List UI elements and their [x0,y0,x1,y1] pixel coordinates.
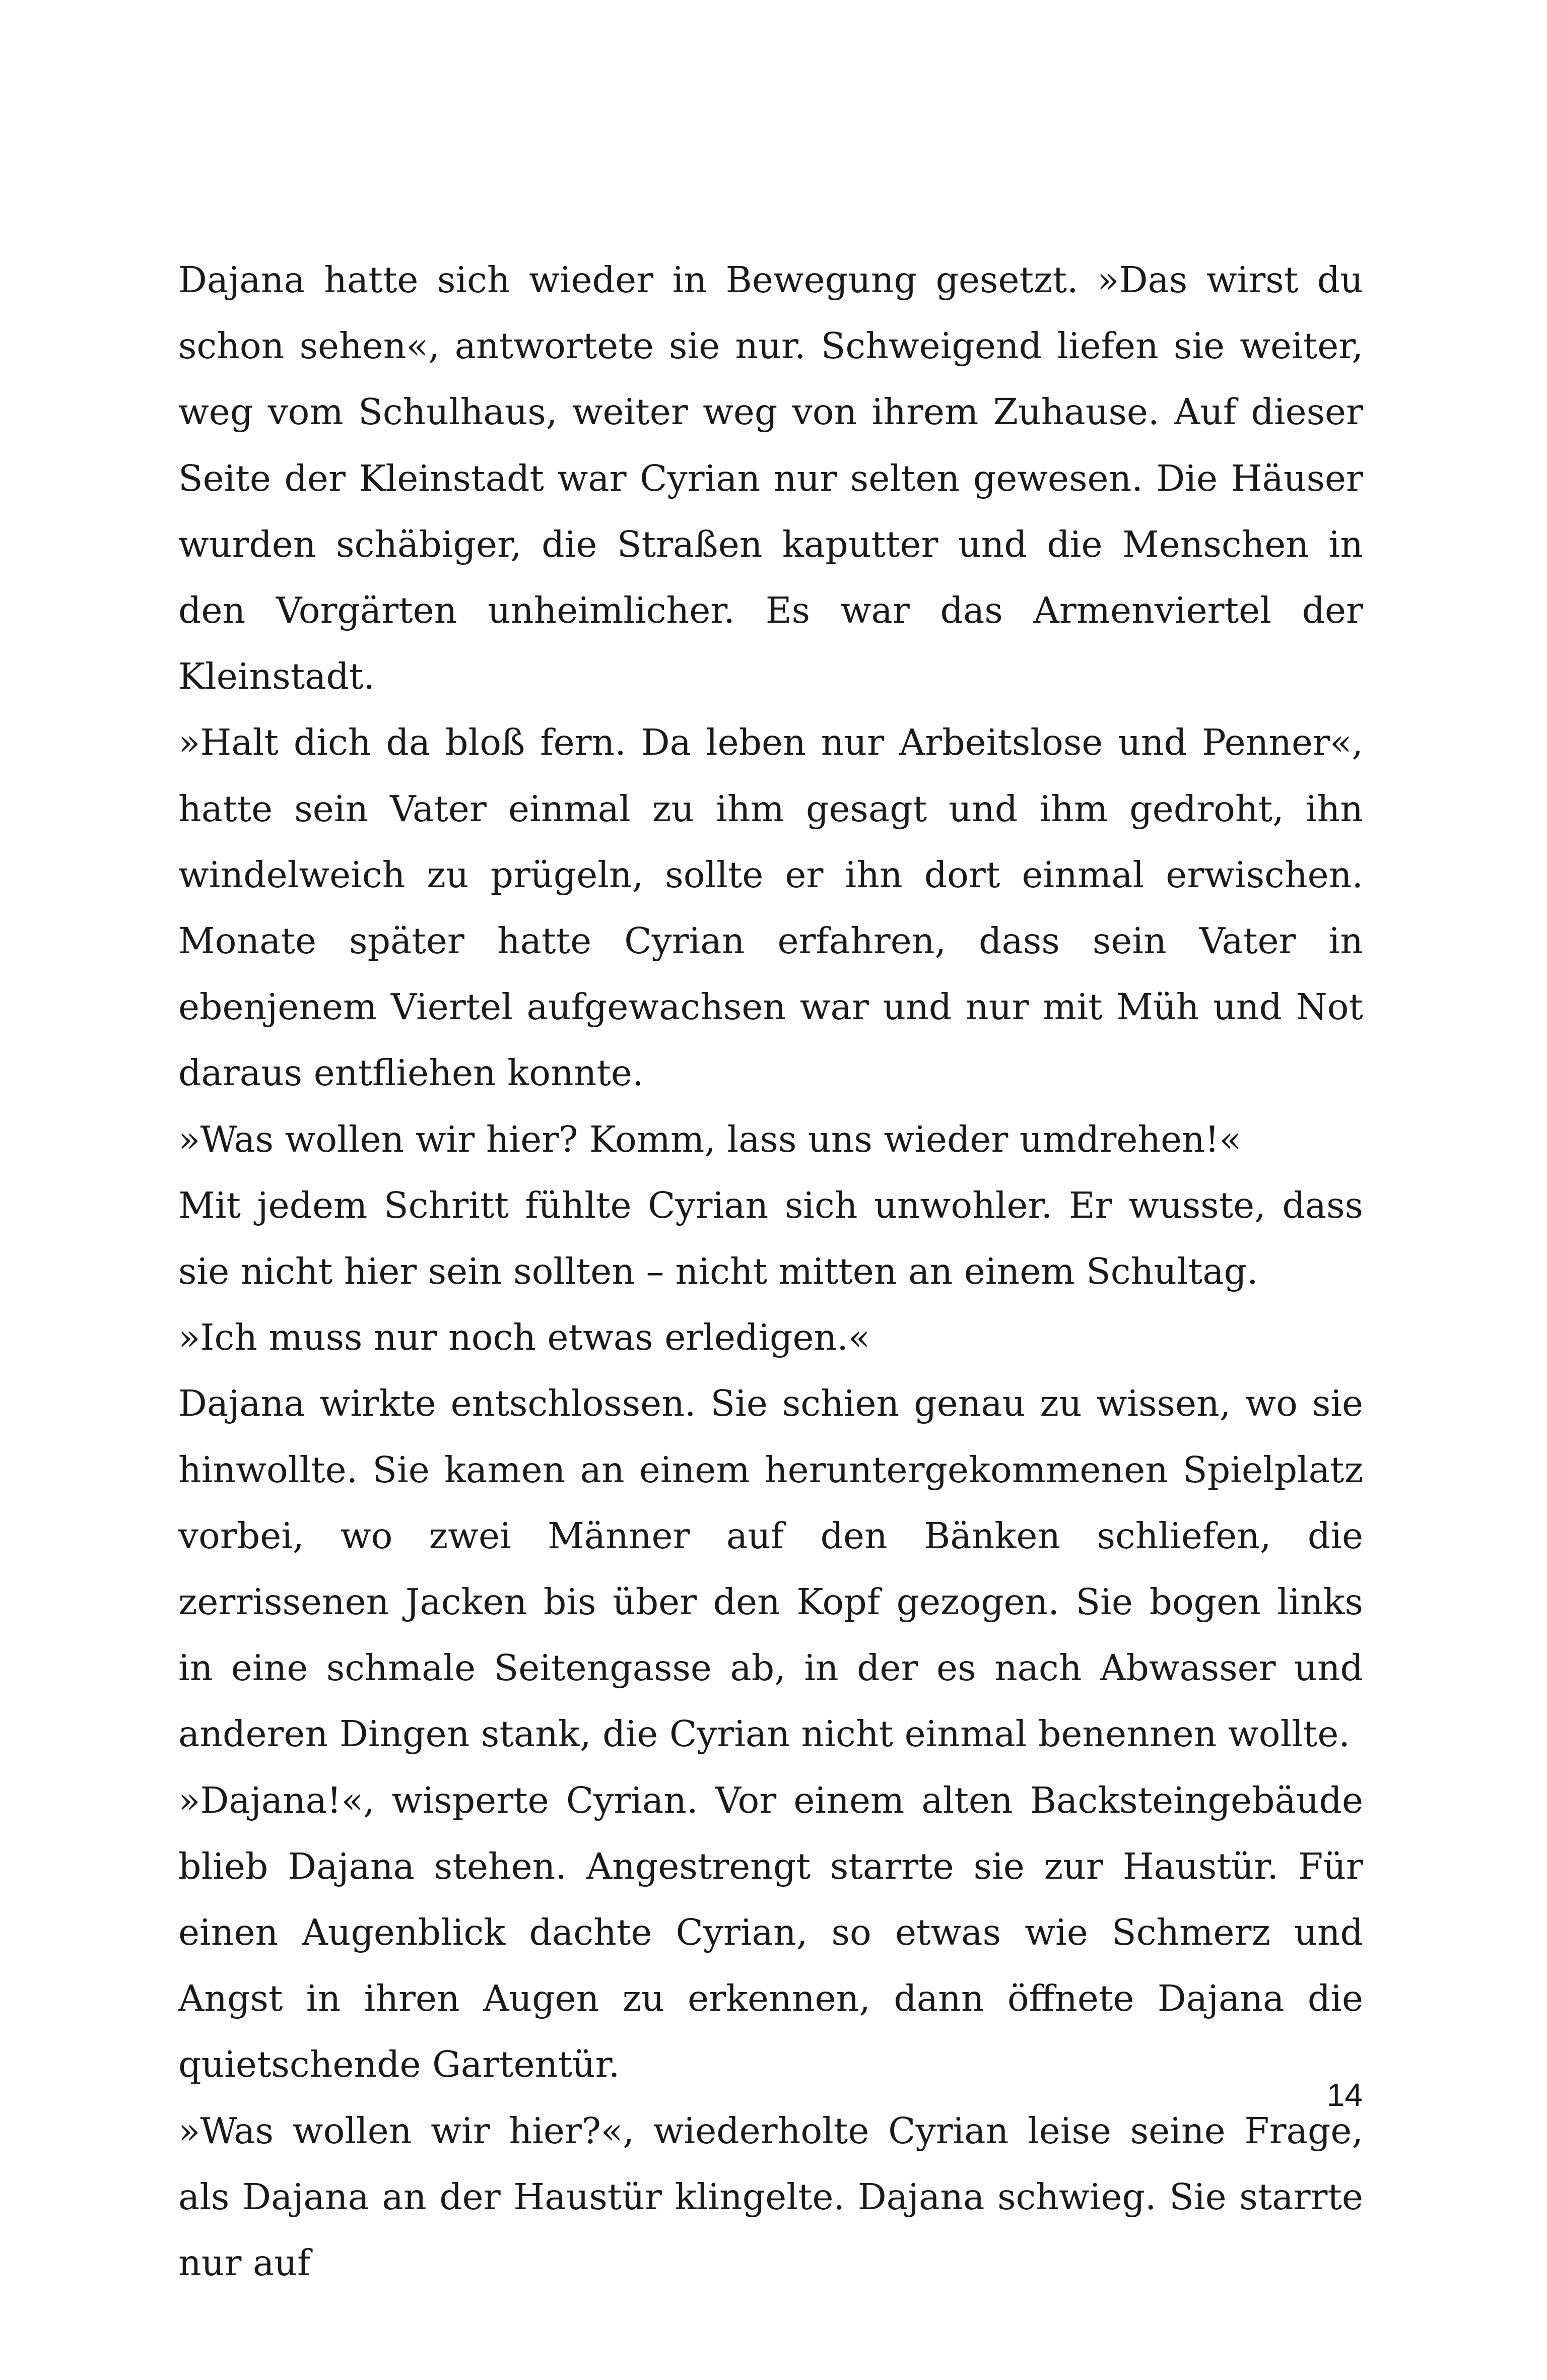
body-text [178,247,1363,2296]
paragraph: »Ich muss nur noch etwas erledigen.« [178,1316,870,1359]
paragraph: »Was wollen wir hier?«, wiederholte Cyrian leise seine Frage, als Dajana an der Haustür klingelte. Dajana schwieg. Sie starrte nur auf [178,2109,1363,2284]
paragraph: Dajana wirkte entschlossen. Sie schien genau zu wissen, wo sie hinwollte. Sie kamen an einem heruntergekommenen Spielplatz vorbei, wo zwei Männer auf den Bänken schliefen, die zerrissenen Jacken bis über den Kopf gezogen. Sie bogen links in eine schmale Seitengasse ab, in der es nach Abwasser und anderen Dingen stank, die Cyrian nicht einmal benennen wollte. [178,1382,1363,1755]
paragraph: »Dajana!«, wisperte Cyrian. Vor einem alten Backsteingebäude blieb Dajana stehen. Angestrengt starrte sie zur Haustür. Für einen Augenblick dachte Cyrian, so etwas wie Schmerz und Angst in ihren Augen zu erkennen, dann öffnete Dajana die quietschende Gartentür. [178,1779,1363,2086]
paragraph: »Was wollen wir hier? Komm, lass uns wieder umdrehen!« [178,1118,1241,1160]
paragraph: »Halt dich da bloß fern. Da leben nur Arbeitslose und Penner«, hatte sein Vater einmal zu ihm gesagt und ihm gedroht, ihn windelweich zu prügeln, sollte er ihn dort einmal erwischen. Monate später hatte Cyrian erfahren, dass sein Vater in ebenjenem Viertel aufgewachsen war und nur mit Müh und Not daraus entfliehen konnte. [178,721,1363,1094]
paragraph: Mit jedem Schritt fühlte Cyrian sich unwohler. Er wusste, dass sie nicht hier sein sollten – nicht mitten an einem Schultag. [178,1184,1363,1293]
page-number: 14 [1326,2077,1363,2113]
paragraph: Dajana hatte sich wieder in Bewegung gesetzt. »Das wirst du schon sehen«, antwortete sie nur. Schweigend liefen sie weiter, weg vom Schulhaus, weiter weg von ihrem Zuhause. Auf dieser Seite der Kleinstadt war Cyrian nur selten gewesen. Die Häuser wurden schäbiger, die Straßen kaputter und die Menschen in den Vorgärten unheimlicher. Es war das Armenviertel der Kleinstadt. [178,259,1363,698]
